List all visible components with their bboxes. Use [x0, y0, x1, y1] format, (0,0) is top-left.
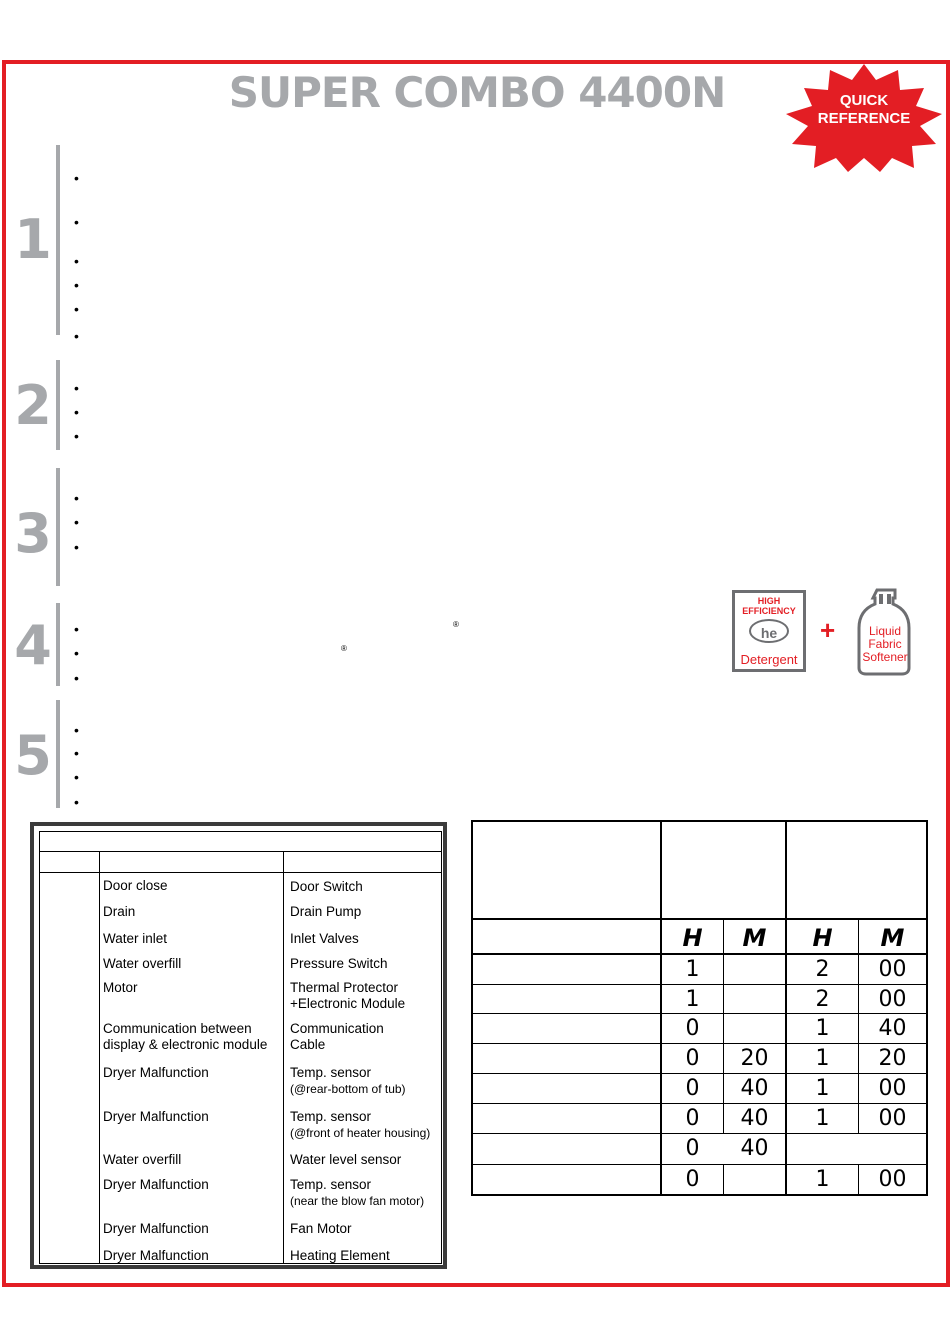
- cycle-cell: 00: [878, 1076, 907, 1101]
- error-component: Inlet Valves: [290, 931, 359, 946]
- cycle-cell: 0: [685, 1076, 700, 1101]
- error-component: Communication: [290, 1021, 384, 1036]
- cycle-cell: 20: [878, 1046, 907, 1071]
- he-logo-top-text: HIGH EFFICIENCY: [742, 596, 796, 616]
- table-rule: [471, 820, 473, 1196]
- error-code-table: [30, 822, 447, 1269]
- error-description: Water inlet: [103, 931, 168, 946]
- bullet: •: [74, 404, 79, 420]
- cycle-cell: 2: [815, 987, 830, 1012]
- registered-mark: ®: [453, 620, 459, 629]
- fabric-softener-label: [860, 625, 910, 664]
- bullet: •: [74, 670, 79, 686]
- cycle-cell: 40: [878, 1016, 907, 1041]
- he-logo-bottom-text: Detergent: [740, 652, 798, 667]
- table-rule: [471, 820, 928, 822]
- bottle-line-1: Liquid: [868, 624, 902, 638]
- cycle-cell: 1: [685, 987, 700, 1012]
- bullet: •: [74, 621, 79, 637]
- cycle-cell: 1: [685, 957, 700, 982]
- quick-reference-badge: [784, 64, 944, 172]
- section-bar-3: [56, 468, 60, 586]
- table-rule: [926, 820, 928, 1196]
- registered-mark: ®: [341, 644, 347, 653]
- error-component: Temp. sensor: [290, 1177, 372, 1192]
- section-bar-1: [56, 145, 60, 335]
- bullet: •: [74, 428, 79, 444]
- section-number-2: 2: [14, 374, 52, 437]
- bullet: •: [74, 645, 79, 661]
- error-description: Dryer Malfunction: [103, 1221, 209, 1236]
- cycle-cell: 0: [685, 1106, 700, 1131]
- error-component: Water level sensor: [290, 1152, 402, 1167]
- bullet: •: [74, 170, 79, 186]
- error-description: Door close: [103, 878, 168, 893]
- bottle-line-3: Softener: [862, 650, 908, 664]
- table-rule: [471, 918, 928, 920]
- cycle-cell: 40: [740, 1106, 769, 1131]
- page-title: SUPER COMBO 4400N: [228, 68, 726, 117]
- bullet: •: [74, 277, 79, 293]
- table-rule: [283, 851, 284, 1263]
- plus-sign: +: [820, 615, 836, 645]
- badge-line-1: QUICK: [839, 92, 889, 109]
- bullet: •: [74, 539, 79, 555]
- cycle-cell: 00: [878, 987, 907, 1012]
- cycle-cell: 1: [815, 1106, 830, 1131]
- column-header-hours: H: [682, 924, 703, 952]
- component-note-text: (near the blow fan motor): [290, 1194, 425, 1208]
- cycle-cell: 1: [815, 1046, 830, 1071]
- cycle-cell: 40: [740, 1076, 769, 1101]
- error-component-note: [290, 1125, 430, 1141]
- cycle-cell: 1: [815, 1167, 830, 1192]
- cycle-cell: 00: [878, 957, 907, 982]
- bullet: •: [74, 769, 79, 785]
- bullet: •: [74, 490, 79, 506]
- bullet: •: [74, 301, 79, 317]
- error-description: Dryer Malfunction: [103, 1109, 209, 1124]
- cycle-cell: 0: [685, 1046, 700, 1071]
- cycle-cell: 0: [685, 1167, 700, 1192]
- error-component: Fan Motor: [290, 1221, 352, 1236]
- error-component-line-2: Cable: [290, 1037, 326, 1052]
- error-component: Temp. sensor: [290, 1065, 372, 1080]
- error-component-line-2: +Electronic Module: [290, 996, 406, 1011]
- cycle-cell: 1: [815, 1016, 830, 1041]
- table-rule: [40, 851, 441, 852]
- table-rule: [723, 1164, 724, 1194]
- cycle-cell: 00: [878, 1167, 907, 1192]
- bullet: •: [74, 328, 79, 344]
- cycle-cell: 20: [740, 1046, 769, 1071]
- component-note-text: (@front of heater housing): [290, 1126, 431, 1140]
- error-description: Water overfill: [103, 1152, 182, 1167]
- error-description: Communication between: [103, 1021, 252, 1036]
- bullet: •: [74, 253, 79, 269]
- cycle-cell: 00: [878, 1106, 907, 1131]
- error-description: Dryer Malfunction: [103, 1065, 209, 1080]
- error-description: Dryer Malfunction: [103, 1177, 209, 1192]
- table-rule: [785, 820, 787, 920]
- cycle-cell: 0: [685, 1016, 700, 1041]
- bullet: •: [74, 514, 79, 530]
- error-description: Water overfill: [103, 956, 182, 971]
- bullet: •: [74, 722, 79, 738]
- bullet: •: [74, 745, 79, 761]
- section-bar-4: [56, 603, 60, 686]
- he-detergent-logo: [732, 590, 806, 672]
- error-component: Pressure Switch: [290, 956, 388, 971]
- bullet: •: [74, 380, 79, 396]
- section-number-1: 1: [14, 208, 52, 271]
- error-description: Motor: [103, 980, 138, 995]
- cycle-cell: 40: [740, 1136, 769, 1161]
- error-description: Dryer Malfunction: [103, 1248, 209, 1263]
- section-number-4: 4: [14, 614, 52, 677]
- badge-line-2: REFERENCE: [817, 110, 911, 127]
- section-number-5: 5: [14, 724, 52, 787]
- section-bar-5: [56, 700, 60, 808]
- column-header-minutes: M: [880, 924, 905, 952]
- error-description-line-2: display & electronic module: [103, 1037, 268, 1052]
- bullet: •: [74, 794, 79, 810]
- he-icon: he: [749, 619, 789, 643]
- column-header-hours: H: [812, 924, 833, 952]
- error-component: Temp. sensor: [290, 1109, 372, 1124]
- cycle-cell: 2: [815, 957, 830, 982]
- error-component: Heating Element: [290, 1248, 390, 1263]
- section-number-3: 3: [14, 502, 52, 565]
- bottle-line-2: Fabric: [868, 637, 902, 651]
- error-component: Drain Pump: [290, 904, 362, 919]
- cycle-cell: 0: [685, 1136, 700, 1161]
- section-bar-2: [56, 360, 60, 450]
- error-component: Door Switch: [290, 879, 363, 894]
- table-rule: [99, 851, 100, 1263]
- error-component-note: [290, 1081, 406, 1097]
- table-rule: [40, 872, 441, 873]
- error-description: Drain: [103, 904, 136, 919]
- badge-text: [784, 92, 944, 128]
- error-component-note: [290, 1193, 424, 1209]
- error-code-table-inner: [39, 831, 442, 1264]
- error-component: Thermal Protector: [290, 980, 399, 995]
- bullet: •: [74, 214, 79, 230]
- column-header-minutes: M: [742, 924, 767, 952]
- cycle-cell: 1: [815, 1076, 830, 1101]
- component-note-text: (@rear-bottom of tub): [290, 1082, 406, 1096]
